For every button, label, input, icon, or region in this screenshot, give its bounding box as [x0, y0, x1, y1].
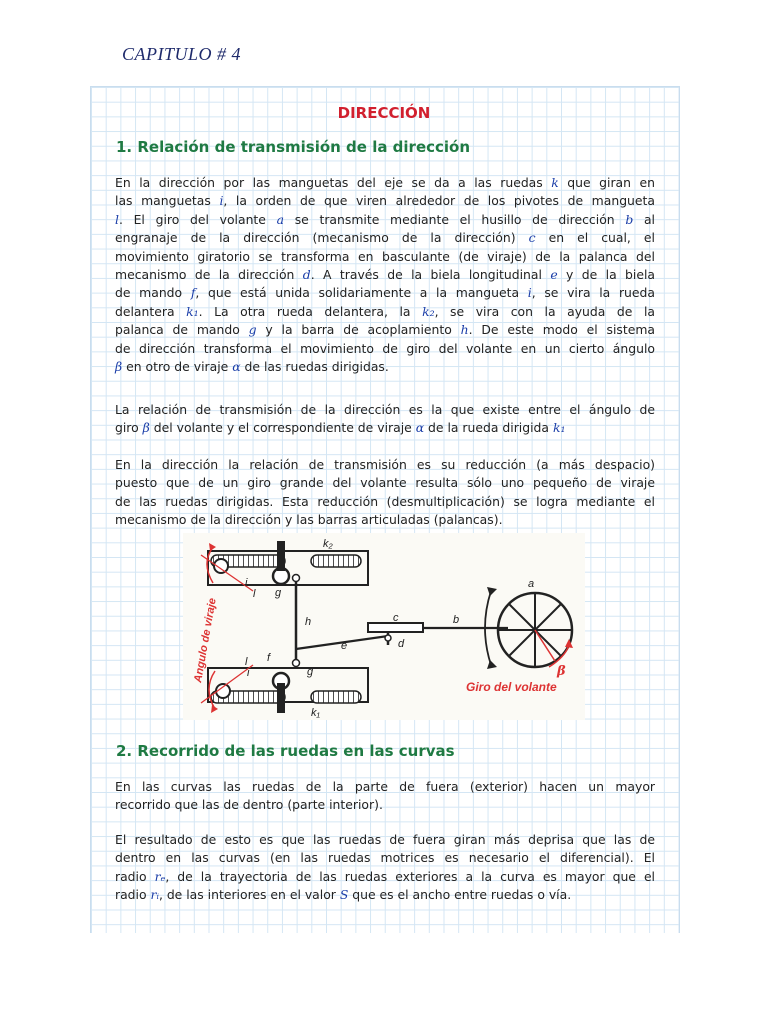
- math-variable: i: [527, 285, 532, 301]
- label-i-top: i: [245, 577, 248, 589]
- top-joint: [293, 575, 300, 582]
- page-title: DIRECCIÓN: [337, 104, 431, 122]
- text-line: En la dirección por las manguetas del eje se da a las ruedas k que giran en: [115, 175, 655, 190]
- math-variable: α: [415, 420, 425, 436]
- bottom-angle-arc: [209, 671, 215, 709]
- top-kingpin-post: [277, 541, 285, 571]
- text-line: mecanismo de la dirección y las barras articuladas (palancas).: [115, 512, 503, 528]
- section2-paragraph2: [115, 831, 655, 905]
- text-line: delantera k₁. La otra rueda delantera, la k₂, se vira con la ayuda de la: [115, 303, 656, 319]
- text-line: radio rₑ, de la trayectoria de las ruedas exteriores a la curva es mayor que el: [115, 868, 656, 884]
- label-l-bot: l: [245, 656, 248, 668]
- label-d: d: [398, 638, 405, 650]
- top-right-tire: [311, 555, 361, 567]
- bottom-joint: [293, 660, 300, 667]
- wheel-arrow-top: [487, 587, 497, 596]
- text-line: de las ruedas dirigidas. Esta reducción (desmultiplicación) se logra mediante el: [115, 493, 655, 509]
- label-a: a: [528, 578, 535, 590]
- label-b: b: [453, 614, 460, 626]
- label-f: f: [267, 652, 271, 664]
- label-e: e: [341, 640, 348, 652]
- text-line: dentro en las curvas (en las ruedas motrices es necesario el diferencial). El: [115, 850, 655, 866]
- math-variable: e: [550, 267, 558, 283]
- section2-paragraph1: [115, 778, 655, 815]
- label-k2: k₂: [323, 538, 333, 550]
- top-angle-arrow: [209, 543, 216, 551]
- text-line: palanca de mando g y la barra de acoplamiento h. De este modo el sistema: [115, 322, 655, 338]
- math-variable: β: [142, 420, 150, 436]
- wheel-arrow-bottom: [487, 660, 497, 669]
- math-variable: k₁: [186, 303, 199, 319]
- text-line: de dirección transforma el movimiento de giro del volante en un cierto ángulo: [115, 340, 655, 356]
- bottom-right-tire: [311, 691, 361, 703]
- math-variable: d: [302, 267, 311, 283]
- text-line: β en otro de viraje α de las ruedas dirigidas.: [115, 359, 389, 375]
- label-beta: β: [557, 664, 566, 679]
- section1-paragraph2: [115, 401, 655, 438]
- beta-line: [535, 630, 555, 661]
- text-line: radio rᵢ, de las interiores en el valor S que es el ancho entre ruedas o vía.: [115, 887, 572, 903]
- chapter-header: CAPITULO # 4: [122, 44, 242, 64]
- section1-heading: 1. Relación de transmisión de la dirección: [116, 138, 471, 156]
- math-variable: k₁: [552, 420, 566, 436]
- math-variable: S: [339, 887, 349, 903]
- math-variable: c: [528, 230, 536, 246]
- bottom-angle-arrow: [211, 705, 218, 713]
- label-c: c: [393, 612, 399, 624]
- label-k1: k₁: [311, 707, 320, 719]
- math-variable: f: [190, 285, 196, 301]
- math-variable: h: [460, 322, 469, 338]
- section2-heading: 2. Recorrido de las ruedas en las curvas: [116, 742, 455, 760]
- text-line: recorrido que las de dentro (parte interior).: [115, 797, 383, 813]
- text-line: giro β del volante y el correspondiente de viraje α de la rueda dirigida k₁: [115, 420, 566, 436]
- math-variable: b: [625, 211, 634, 227]
- math-variable: k: [551, 175, 559, 190]
- label-l-top: l: [253, 588, 256, 600]
- text-line: En la dirección la relación de transmisión es su reducción (a más despacio): [115, 457, 655, 472]
- text-line: En las curvas las ruedas de la parte de fuera (exterior) hacen un mayor: [115, 779, 655, 794]
- section1-paragraph3: [115, 456, 655, 530]
- label-g-top: g: [275, 587, 282, 599]
- math-variable: rₑ: [154, 868, 166, 884]
- side-caption: Angulo de viraje: [192, 597, 219, 684]
- steering-diagram: [183, 533, 585, 720]
- text-line: las manguetas i, la orden de que viren alrededor de los pivotes de mangueta: [115, 193, 655, 209]
- math-variable: β: [115, 359, 123, 375]
- bottom-kingpin-post: [277, 683, 285, 713]
- math-variable: a: [276, 211, 284, 227]
- text-line: mecanismo de la dirección d. A través de la biela longitudinal e y de la biela: [115, 267, 655, 283]
- label-g-bot: g: [307, 666, 314, 678]
- wheel-caption: Giro del volante: [466, 680, 557, 694]
- text-line: La relación de transmisión de la dirección es la que existe entre el ángulo de: [115, 402, 655, 417]
- math-variable: i: [219, 193, 224, 209]
- label-h: h: [305, 616, 312, 628]
- math-variable: α: [232, 359, 241, 375]
- text-line: movimiento giratorio se transforma en basculante (de viraje) de la palanca del: [115, 248, 655, 264]
- math-variable: l: [115, 211, 119, 227]
- text-line: engranaje de la dirección (mecanismo de la dirección) c en el cual, el: [115, 230, 655, 246]
- text-line: puesto que de un giro grande del volante resulta sólo uno pequeño de viraje: [115, 475, 655, 491]
- pitman-joint: [385, 635, 391, 641]
- math-variable: g: [248, 322, 257, 338]
- text-line: l. El giro del volante a se transmite mediante el husillo de dirección b al: [115, 211, 655, 227]
- text-line: El resultado de esto es que las ruedas de fuera giran más deprisa que las de: [115, 832, 655, 847]
- math-variable: k₂: [422, 303, 435, 319]
- math-variable: rᵢ: [150, 887, 159, 903]
- steering-diagram-svg: [183, 533, 585, 720]
- section1-paragraph1: [115, 174, 655, 376]
- label-i-bot: i: [247, 667, 250, 679]
- text-line: de mando f, que está unida solidariamente a la mangueta i, se vira la rueda: [115, 285, 655, 301]
- steering-gear-c: [368, 623, 423, 632]
